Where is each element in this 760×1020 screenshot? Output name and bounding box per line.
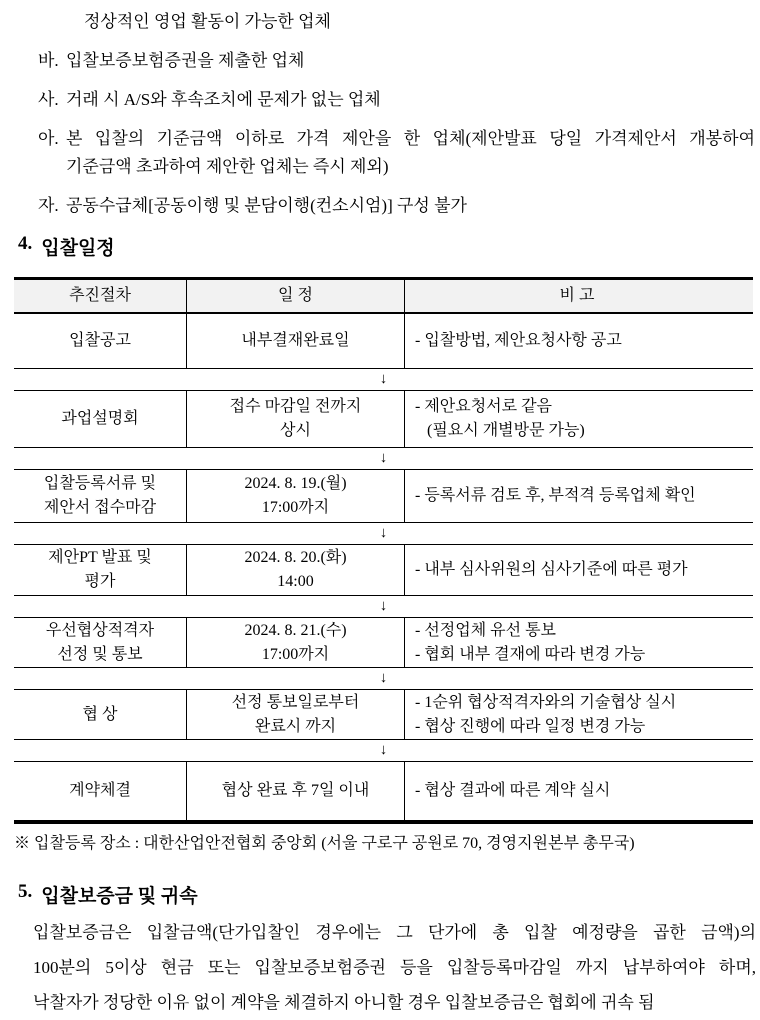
- header-schedule: 일 정: [187, 280, 405, 312]
- cell-schedule: 접수 마감일 전까지: [229, 398, 362, 415]
- table-row: [14, 545, 753, 595]
- flow-arrow: ↓: [14, 739, 753, 762]
- eligibility-list: [14, 8, 755, 220]
- cell-procedure: 제안서 접수마감: [43, 499, 157, 516]
- table-row: [14, 391, 753, 447]
- cell-procedure: 제안PT 발표 및: [48, 549, 152, 566]
- flow-arrow: ↓: [14, 522, 753, 545]
- list-item-text: 거래 시 A/S와 후속조치에 문제가 없는 업체: [66, 90, 381, 109]
- cell-note: - 제안요청서로 같음: [415, 398, 552, 415]
- table-row: [14, 314, 753, 368]
- section5-heading: [18, 881, 755, 908]
- registration-location-note: ※ 입찰등록 장소 : 대한산업안전협회 중앙회 (서울 구로구 공원로 70, 경영지원본부 총무국): [14, 835, 635, 852]
- table-row: [14, 470, 753, 522]
- cell-note: (필요시 개별방문 가능): [427, 422, 585, 439]
- cell-schedule: 14:00: [277, 573, 314, 590]
- section-title: 입찰일정: [41, 238, 115, 259]
- cell-note: - 선정업체 유선 통보: [415, 621, 556, 639]
- cell-schedule: 17:00까지: [261, 499, 330, 516]
- section4-heading: [18, 233, 755, 260]
- cell-procedure: 계약체결: [69, 782, 131, 799]
- cell-schedule: 내부결재완료일: [241, 332, 350, 349]
- cell-procedure: 입찰공고: [69, 332, 131, 349]
- header-remarks: 비 고: [559, 287, 595, 304]
- flow-arrow: ↓: [14, 447, 753, 470]
- cell-procedure: 협 상: [82, 705, 118, 723]
- list-item-text: 정상적인 영업 활동이 가능한 업체: [84, 12, 331, 31]
- list-item: [38, 47, 755, 75]
- cell-procedure: 우선협상적격자: [45, 621, 155, 639]
- cell-schedule: 상시: [280, 422, 311, 439]
- list-item: [38, 86, 755, 114]
- section-number: 4.: [18, 233, 33, 254]
- cell-schedule: 17:00까지: [261, 645, 330, 663]
- cell-note: - 입찰방법, 제안요청사항 공고: [415, 332, 622, 349]
- table-row: [14, 690, 753, 739]
- cell-schedule: 완료시 까지: [254, 717, 337, 735]
- cell-schedule: 협상 완료 후 7일 이내: [221, 782, 370, 799]
- bid-schedule-table: [14, 277, 753, 824]
- section-title: 입찰보증금 및 귀속: [41, 886, 198, 907]
- section-number: 5.: [18, 881, 33, 902]
- flow-arrow: ↓: [14, 667, 753, 690]
- cell-note: - 내부 심사위원의 심사기준에 따른 평가: [415, 561, 688, 578]
- list-item-marker: 아.: [38, 129, 59, 148]
- list-item-text: 입찰보증보험증권을 제출한 업체: [66, 51, 305, 70]
- body-line: 낙찰자가 정당한 이유 없이 계약을 체결하지 아니할 경우 입찰보증금은 협회에 귀속 됨: [33, 993, 655, 1012]
- cell-procedure: 선정 및 통보: [57, 645, 143, 663]
- list-item-text: 기준금액 초과하여 제안한 업체는 즉시 제외): [66, 157, 389, 176]
- cell-note: - 등록서류 검토 후, 부적격 등록업체 확인: [415, 487, 696, 504]
- cell-note: - 1순위 협상적격자와의 기술협상 실시: [415, 693, 677, 711]
- list-item: [38, 125, 755, 181]
- body-line: 100분의 5이상 현금 또는 입찰보증보험증권 등을 입찰등록마감일 까지 납부하여야 하며,: [33, 958, 756, 977]
- table-header-row: [14, 280, 753, 314]
- cell-procedure: 평가: [84, 573, 116, 590]
- list-item-marker: 바.: [38, 51, 59, 70]
- cell-procedure: 입찰등록서류 및: [43, 475, 157, 492]
- header-procedure: 추진절차: [14, 280, 187, 312]
- cell-procedure: 과업설명회: [61, 410, 139, 427]
- cell-schedule: 2024. 8. 21.(수): [244, 621, 347, 639]
- cell-note: - 협상 결과에 따른 계약 실시: [415, 782, 611, 799]
- list-item-text: 본 입찰의 기준금액 이하로 가격 제안을 한 업체(제안발표 당일 가격제안서 개봉하여: [66, 129, 755, 148]
- list-item: [38, 192, 755, 220]
- flow-arrow: ↓: [14, 368, 753, 391]
- list-item-text: 공동수급체[공동이행 및 분담이행(컨소시엄)] 구성 불가: [66, 196, 467, 215]
- list-item-marker: 사.: [38, 90, 59, 109]
- flow-arrow: ↓: [14, 595, 753, 618]
- list-item: [84, 8, 755, 36]
- cell-schedule: 선정 통보일로부터: [231, 693, 360, 711]
- list-item-marker: 자.: [38, 196, 59, 215]
- section5-body: [33, 915, 756, 1020]
- cell-note: - 협회 내부 결재에 따라 변경 가능: [415, 645, 646, 663]
- cell-schedule: 2024. 8. 20.(화): [244, 549, 347, 566]
- table-row: [14, 618, 753, 667]
- cell-note: - 협상 진행에 따라 일정 변경 가능: [415, 717, 646, 735]
- table-row: [14, 762, 753, 820]
- cell-schedule: 2024. 8. 19.(월): [244, 475, 347, 492]
- body-line: 입찰보증금은 입찰금액(단가입찰인 경우에는 그 단가에 총 입찰 예정량을 곱한 금액)의: [33, 923, 756, 942]
